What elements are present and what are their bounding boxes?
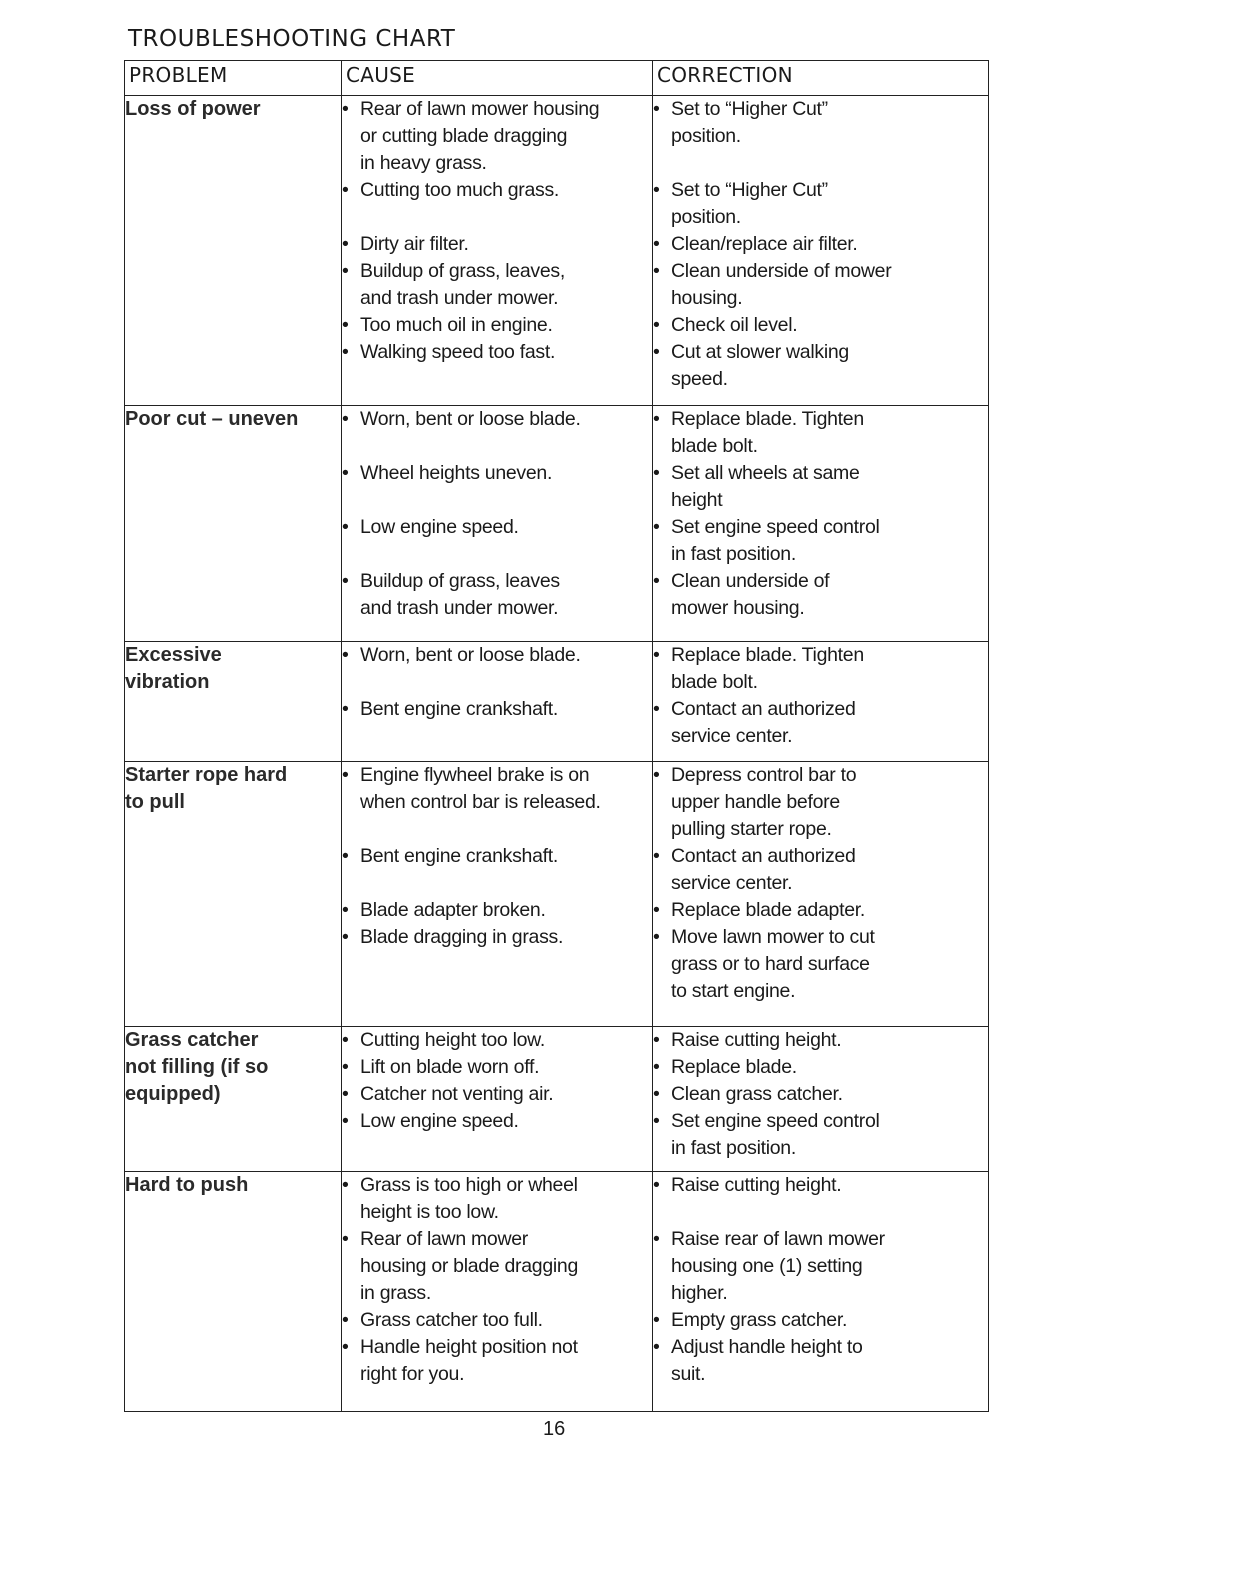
item-text: pulling starter rope. <box>671 818 832 840</box>
item-text: • Grass is too high or wheel <box>342 1172 652 1199</box>
table-row <box>125 1027 989 1172</box>
item-text: • Set all wheels at same <box>653 460 988 487</box>
item-text: • Set engine speed control <box>653 1108 988 1135</box>
item-text: • Too much oil in engine. <box>342 312 652 339</box>
problem-text: Poor cut – uneven <box>125 408 299 430</box>
cause-item <box>342 843 652 870</box>
spacer <box>342 204 652 231</box>
spacer <box>653 150 988 177</box>
item-text: • Engine flywheel brake is on <box>342 762 652 789</box>
problem-cell <box>125 642 342 762</box>
problem-cell <box>125 1172 342 1412</box>
correction-item <box>653 514 988 568</box>
item-text: • Clean underside of <box>653 568 988 595</box>
cause-item <box>342 897 652 924</box>
item-text: • Contact an authorized <box>653 696 988 723</box>
correction-item <box>653 1334 988 1388</box>
correction-item <box>653 339 988 393</box>
cause-item <box>342 514 652 541</box>
cause-item <box>342 258 652 312</box>
table-row <box>125 762 989 1027</box>
correction-item <box>653 1027 988 1054</box>
correction-item <box>653 762 988 843</box>
item-text: • Blade dragging in grass. <box>342 924 652 951</box>
cause-item <box>342 1108 652 1135</box>
page-number: 16 <box>543 1418 566 1440</box>
item-text: • Rear of lawn mower housing <box>342 96 652 123</box>
item-text: • Dirty air filter. <box>342 231 652 258</box>
item-text: in grass. <box>360 1282 431 1304</box>
cause-item <box>342 924 652 951</box>
item-text: • Empty grass catcher. <box>653 1307 988 1334</box>
item-text: when control bar is released. <box>360 791 601 813</box>
item-text: • Raise cutting height. <box>653 1027 988 1054</box>
item-text: • Worn, bent or loose blade. <box>342 642 652 669</box>
problem-text: Excessive <box>125 644 222 666</box>
correction-item <box>653 1108 988 1162</box>
correction-item <box>653 843 988 897</box>
item-text: • Wheel heights uneven. <box>342 460 652 487</box>
item-text: • Check oil level. <box>653 312 988 339</box>
item-text: position. <box>671 125 741 147</box>
correction-item <box>653 312 988 339</box>
table-row <box>125 1172 989 1412</box>
item-text: in fast position. <box>671 1137 796 1159</box>
item-text: right for you. <box>360 1363 465 1385</box>
item-text: • Low engine speed. <box>342 514 652 541</box>
correction-item <box>653 177 988 231</box>
problem-text: Grass catcher <box>125 1029 259 1051</box>
item-text: mower housing. <box>671 597 805 619</box>
cause-item <box>342 568 652 622</box>
item-text: • Clean grass catcher. <box>653 1081 988 1108</box>
item-text: grass or to hard surface <box>671 953 870 975</box>
item-text: • Handle height position not <box>342 1334 652 1361</box>
item-text: in fast position. <box>671 543 796 565</box>
table-row <box>125 96 989 406</box>
item-text: • Clean/replace air filter. <box>653 231 988 258</box>
table-row <box>125 406 989 642</box>
item-text: position. <box>671 206 741 228</box>
spacer <box>342 816 652 843</box>
item-text: • Raise rear of lawn mower <box>653 1226 988 1253</box>
item-text: • Walking speed too fast. <box>342 339 652 366</box>
item-text: • Cut at slower walking <box>653 339 988 366</box>
item-text: • Bent engine crankshaft. <box>342 843 652 870</box>
correction-item <box>653 568 988 622</box>
item-text: • Replace blade. Tighten <box>653 406 988 433</box>
item-text: or cutting blade dragging <box>360 125 568 147</box>
item-text: to start engine. <box>671 980 796 1002</box>
item-text: blade bolt. <box>671 671 758 693</box>
problem-text: Starter rope hard <box>125 764 288 786</box>
item-text: housing. <box>671 287 743 309</box>
cause-item <box>342 1081 652 1108</box>
item-text: height <box>671 489 723 511</box>
item-text: • Set to “Higher Cut” <box>653 96 988 123</box>
item-text: and trash under mower. <box>360 287 559 309</box>
chart-title: TROUBLESHOOTING CHART <box>128 26 456 52</box>
correction-item <box>653 258 988 312</box>
correction-item <box>653 924 988 1005</box>
problem-text: to pull <box>125 791 185 813</box>
item-text: service center. <box>671 725 793 747</box>
correction-cell <box>653 96 989 406</box>
spacer <box>342 669 652 696</box>
problem-text: Loss of power <box>125 98 261 120</box>
cause-item <box>342 177 652 204</box>
item-text: higher. <box>671 1282 728 1304</box>
item-text: blade bolt. <box>671 435 758 457</box>
item-text: • Lift on blade worn off. <box>342 1054 652 1081</box>
item-text: upper handle before <box>671 791 840 813</box>
problem-cell <box>125 762 342 1027</box>
correction-item <box>653 696 988 750</box>
cause-cell <box>342 642 653 762</box>
item-text: housing or blade dragging <box>360 1255 579 1277</box>
item-text: • Worn, bent or loose blade. <box>342 406 652 433</box>
spacer <box>342 433 652 460</box>
problem-text: equipped) <box>125 1083 221 1105</box>
cause-item <box>342 406 652 433</box>
item-text: • Rear of lawn mower <box>342 1226 652 1253</box>
item-text: • Low engine speed. <box>342 1108 652 1135</box>
cause-item <box>342 642 652 669</box>
correction-item <box>653 1307 988 1334</box>
item-text: suit. <box>671 1363 706 1385</box>
troubleshooting-table <box>124 60 989 1412</box>
item-text: • Move lawn mower to cut <box>653 924 988 951</box>
cause-item <box>342 1307 652 1334</box>
item-text: • Cutting height too low. <box>342 1027 652 1054</box>
problem-text: Hard to push <box>125 1174 249 1196</box>
correction-item <box>653 406 988 460</box>
correction-item <box>653 460 988 514</box>
cause-item <box>342 762 652 816</box>
item-text: service center. <box>671 872 793 894</box>
correction-item <box>653 1081 988 1108</box>
cause-item <box>342 1027 652 1054</box>
cause-item <box>342 312 652 339</box>
correction-item <box>653 1226 988 1307</box>
item-text: • Adjust handle height to <box>653 1334 988 1361</box>
problem-text: vibration <box>125 671 210 693</box>
problem-text: not filling (if so <box>125 1056 269 1078</box>
cause-item <box>342 1226 652 1307</box>
item-text: • Buildup of grass, leaves <box>342 568 652 595</box>
correction-cell <box>653 642 989 762</box>
item-text: • Replace blade. <box>653 1054 988 1081</box>
cause-cell <box>342 96 653 406</box>
item-text: in heavy grass. <box>360 152 487 174</box>
spacer <box>342 870 652 897</box>
table-row <box>125 642 989 762</box>
item-text: height is too low. <box>360 1201 499 1223</box>
item-text: • Contact an authorized <box>653 843 988 870</box>
header-correction: CORRECTION <box>653 61 989 96</box>
spacer <box>653 1199 988 1226</box>
header-row <box>125 61 989 96</box>
correction-cell <box>653 1027 989 1172</box>
cause-item <box>342 1054 652 1081</box>
correction-item <box>653 1172 988 1199</box>
item-text: • Set engine speed control <box>653 514 988 541</box>
problem-cell <box>125 1027 342 1172</box>
cause-item <box>342 1172 652 1226</box>
cause-item <box>342 696 652 723</box>
cause-item <box>342 96 652 177</box>
problem-cell <box>125 96 342 406</box>
item-text: • Blade adapter broken. <box>342 897 652 924</box>
item-text: • Grass catcher too full. <box>342 1307 652 1334</box>
item-text: • Raise cutting height. <box>653 1172 988 1199</box>
item-text: • Replace blade. Tighten <box>653 642 988 669</box>
table-body <box>125 96 989 1412</box>
item-text: • Buildup of grass, leaves, <box>342 258 652 285</box>
cause-item <box>342 460 652 487</box>
item-text: • Depress control bar to <box>653 762 988 789</box>
correction-item <box>653 1054 988 1081</box>
cause-item <box>342 1334 652 1388</box>
item-text: • Bent engine crankshaft. <box>342 696 652 723</box>
cause-item <box>342 231 652 258</box>
header-cause: CAUSE <box>342 61 653 96</box>
correction-cell <box>653 762 989 1027</box>
spacer <box>342 487 652 514</box>
cause-cell <box>342 762 653 1027</box>
correction-item <box>653 231 988 258</box>
item-text: housing one (1) setting <box>671 1255 863 1277</box>
correction-cell <box>653 1172 989 1412</box>
item-text: • Cutting too much grass. <box>342 177 652 204</box>
item-text: and trash under mower. <box>360 597 559 619</box>
item-text: • Set to “Higher Cut” <box>653 177 988 204</box>
cause-item <box>342 339 652 366</box>
correction-item <box>653 96 988 150</box>
header-problem: PROBLEM <box>125 61 342 96</box>
item-text: • Clean underside of mower <box>653 258 988 285</box>
spacer <box>342 541 652 568</box>
cause-cell <box>342 1172 653 1412</box>
cause-cell <box>342 406 653 642</box>
cause-cell <box>342 1027 653 1172</box>
item-text: • Replace blade adapter. <box>653 897 988 924</box>
problem-cell <box>125 406 342 642</box>
correction-item <box>653 642 988 696</box>
item-text: speed. <box>671 368 728 390</box>
correction-item <box>653 897 988 924</box>
correction-cell <box>653 406 989 642</box>
item-text: • Catcher not venting air. <box>342 1081 652 1108</box>
